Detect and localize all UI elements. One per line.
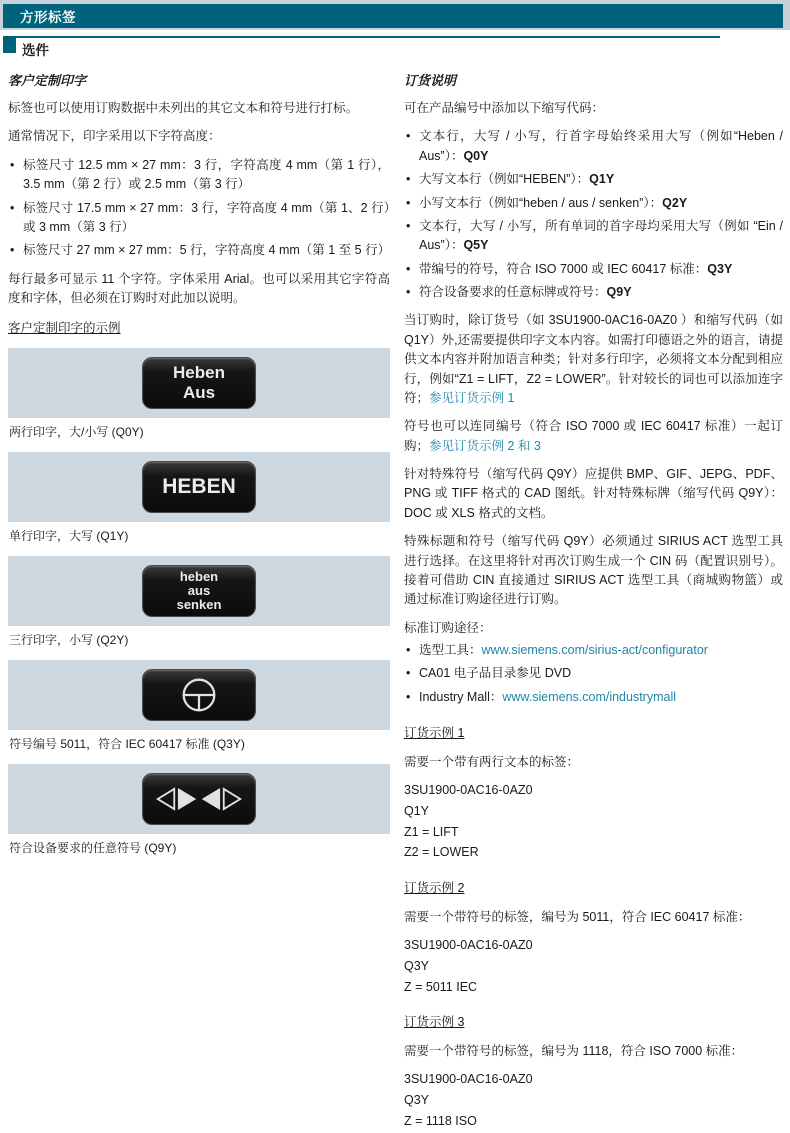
bullet-icon: •	[406, 261, 411, 276]
list-item-text: 文本行，大写 / 小写，行首字母始终采用大写（例如“Heben / Aus”）：	[419, 129, 783, 163]
paragraph-text: 当订购时，除订货号（如 3SU1900-0AC16-0AZ0 ）和缩写代码（如Q1Y）外,还需要提供印字文本内容。如需打印德语之外的语言，请提供文本内容并附加语言种类；针对多行印字，必须将文本分配到相应行，例如“Z1 = LIFT，Z2 = LOWER”。针对较长的词也可以添加连字符；	[404, 313, 783, 405]
list-item-text: 大写文本行（例如“HEBEN”）：	[419, 172, 590, 187]
list-item-text: Industry Mall：	[419, 689, 503, 704]
order-line: Q3Y	[404, 1093, 430, 1108]
list-item-text: 选型工具：	[419, 643, 482, 657]
bullet-icon: •	[406, 195, 411, 210]
label-button-image	[142, 773, 256, 825]
page-header-strip	[0, 0, 790, 30]
order-line: Z = 5011 IEC	[404, 979, 478, 994]
list-item	[404, 217, 783, 256]
order-code: Q5Y	[463, 238, 489, 253]
label-example-panel	[8, 452, 390, 522]
label-button-image	[142, 461, 256, 513]
order-code: Q0Y	[463, 148, 489, 163]
paragraph	[404, 417, 783, 456]
list-item-text: 符合设备要求的任意标牌或符号：	[419, 285, 607, 299]
list-item	[404, 664, 783, 683]
see-example-1-link[interactable]: 参见订货示例 1	[429, 390, 515, 405]
bullet-icon: •	[406, 285, 411, 299]
example-caption: 符合设备要求的任意符号 (Q9Y)	[9, 841, 177, 856]
order-line: Q1Y	[404, 803, 430, 818]
bullet-icon: •	[406, 129, 411, 144]
size-bullet-list	[8, 156, 390, 261]
example-caption: 三行印字，小写 (Q2Y)	[9, 633, 129, 648]
order-example-desc: 需要一个带有两行文本的标签：	[404, 755, 580, 770]
order-example-block	[404, 1012, 783, 1130]
code-bullet-list	[404, 127, 783, 302]
example-caption: 两行印字，大/小写 (Q0Y)	[9, 425, 144, 440]
examples-heading: 客户定制印字的示例	[8, 321, 121, 336]
paragraph: 标签也可以使用订购数据中未列出的其它文本和符号进行打标。	[8, 101, 359, 115]
paragraph: 特殊标题和符号（缩写代码 Q9Y）必须通过 SIRIUS ACT 选型工具进行选择。在这里将针对再次订购生成一个 CIN 码（配置识别号）。接着可借助 CIN 直接通过 SIRIUS ACT 选型工具（商城购物篮）或通过标准订购途径进行订购。	[404, 534, 783, 607]
order-line: 3SU1900-0AC16-0AZ0	[404, 783, 533, 798]
label-text-line: Aus	[182, 383, 216, 403]
label-text-line: heben	[179, 569, 219, 585]
right-column	[404, 68, 783, 1133]
order-code: Q1Y	[589, 172, 615, 187]
label-button-image	[142, 565, 256, 617]
left-column	[8, 68, 390, 1133]
bullet-icon: •	[406, 689, 411, 704]
bullet-icon: •	[10, 243, 15, 258]
paragraph-text: 符号也可以连同编号（符合 ISO 7000 或 IEC 60417 标准）一起订购；	[404, 419, 783, 453]
example-caption: 符号编号 5011，符合 IEC 60417 标准 (Q3Y)	[9, 737, 245, 752]
paragraph: 通常情况下，印字采用以下字符高度：	[8, 129, 221, 144]
list-item	[404, 688, 783, 707]
paragraph: 每行最多可显示 11 个字符。字体采用 Arial。也可以采用其它字符高度和字体，但必须在订购时对此加以说明。	[8, 271, 390, 305]
list-item	[404, 641, 783, 660]
order-code: Q2Y	[662, 195, 688, 210]
section-header	[0, 36, 790, 62]
order-example-title: 订货示例 1	[404, 726, 465, 741]
content-columns	[0, 62, 790, 1133]
section-title: 选件	[22, 43, 49, 58]
order-example-block	[404, 878, 783, 996]
bullet-icon: •	[406, 218, 411, 233]
list-item-text: 文本行，大写 / 小写，所有单词的首字母均采用大写（例如 “Ein / Aus”）：	[419, 218, 783, 253]
see-example-2-3-link[interactable]: 参见订货示例 2 和 3	[429, 438, 541, 453]
bullet-icon: •	[10, 200, 15, 215]
label-example-panel	[8, 660, 390, 730]
list-item-text: 标签尺寸 17.5 mm × 27 mm：3 行，字符高度 4 mm（第 1、2 行）或 3 mm（第 3 行）	[23, 200, 390, 234]
bullet-icon: •	[10, 157, 15, 172]
label-text-line: Heben	[173, 363, 225, 383]
left-heading: 客户定制印字	[8, 73, 87, 88]
example-caption: 单行印字，大写 (Q1Y)	[9, 529, 129, 544]
page-title: 方形标签	[3, 4, 783, 28]
list-item-text: 带编号的符号，符合 ISO 7000 或 IEC 60417 标准：	[419, 261, 708, 276]
order-example-title: 订货示例 2	[404, 881, 465, 896]
label-text-line: aus	[187, 583, 211, 599]
channels-heading: 标准订购途径：	[404, 620, 492, 635]
iec-5011-symbol-icon	[178, 674, 220, 716]
label-button-image	[142, 669, 256, 721]
label-button-image	[142, 357, 256, 409]
order-example-desc: 需要一个带符号的标签，编号为 1118，符合 ISO 7000 标准：	[404, 1044, 744, 1059]
channel-list	[404, 641, 783, 707]
bullet-icon: •	[406, 666, 411, 681]
list-item	[8, 241, 390, 260]
paragraph	[404, 311, 783, 408]
list-item-text: 标签尺寸 12.5 mm × 27 mm：3 行，字符高度 4 mm（第 1 行），3.5 mm（第 2 行）或 2.5 mm（第 3 行）	[23, 157, 390, 192]
label-example-panel	[8, 348, 390, 418]
list-item-text: 标签尺寸 27 mm × 27 mm：5 行，字符高度 4 mm（第 1 至 5 行）	[23, 243, 391, 258]
section-square-icon	[3, 36, 16, 53]
label-example-panel	[8, 764, 390, 834]
right-heading: 订货说明	[404, 73, 457, 88]
list-item	[404, 170, 783, 189]
order-line: Z2 = LOWER	[404, 845, 479, 860]
list-item	[404, 194, 783, 213]
order-example-title: 订货示例 3	[404, 1015, 465, 1030]
list-item	[404, 260, 783, 279]
order-line: 3SU1900-0AC16-0AZ0	[404, 1072, 533, 1087]
list-item	[8, 199, 390, 238]
order-line: 3SU1900-0AC16-0AZ0	[404, 938, 533, 953]
list-item	[404, 127, 783, 166]
order-code: Q3Y	[707, 261, 733, 276]
order-line: Q3Y	[404, 958, 430, 973]
paragraph: 可在产品编号中添加以下缩写代码：	[404, 101, 605, 115]
list-item-text: CA01 电子品目录参见 DVD	[419, 666, 572, 681]
industry-mall-link[interactable]: www.siemens.com/industrymall	[502, 689, 677, 704]
order-code: Q9Y	[606, 285, 632, 299]
list-item-text: 小写文本行（例如“heben / aus / senken”）：	[419, 195, 663, 210]
bullet-icon: •	[406, 172, 411, 187]
list-item	[8, 156, 390, 195]
order-line: Z = 1118 ISO	[404, 1113, 477, 1128]
order-example-block	[404, 723, 783, 862]
order-example-desc: 需要一个带符号的标签，编号为 5011，符合 IEC 60417 标准：	[404, 910, 751, 925]
order-line: Z1 = LIFT	[404, 824, 459, 839]
label-text-line: senken	[176, 597, 222, 613]
label-example-panel	[8, 556, 390, 626]
paragraph: 针对特殊符号（缩写代码 Q9Y）应提供 BMP、GIF、JEPG、PDF、PNG 或 TIFF 格式的 CAD 图纸。针对特殊标牌（缩写代码 Q9Y）：DOC 或 XLS 格式的文档。	[404, 467, 783, 520]
section-rule	[3, 36, 720, 38]
bullet-icon: •	[406, 643, 411, 657]
list-item	[404, 283, 783, 302]
configurator-link[interactable]: www.siemens.com/sirius-act/configurator	[481, 643, 708, 657]
label-text-line: HEBEN	[162, 475, 236, 499]
arrow-triangles-icon	[155, 786, 243, 812]
